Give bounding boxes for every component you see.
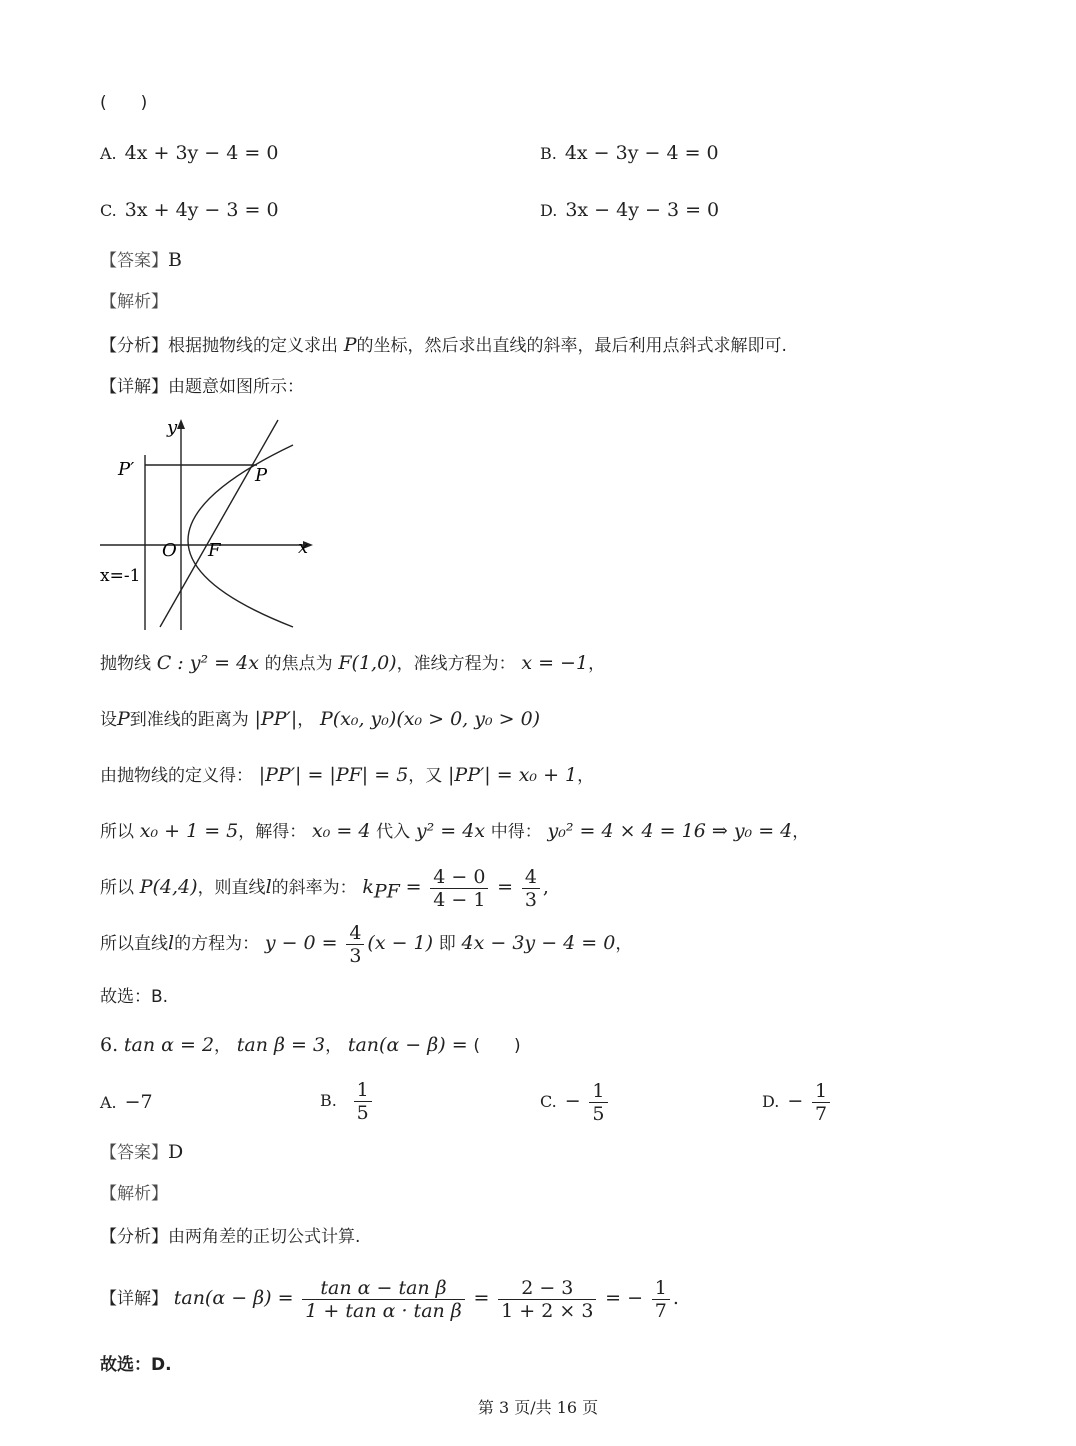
q5-choose: 故选：B. <box>100 987 169 1007</box>
tan-diff-value-fraction: $\frac{2 - 3}{1 + 2 \times 3}$ <box>498 1277 596 1322</box>
q6-option-c: C. − $\frac{1}{5}$ <box>540 1076 611 1127</box>
q5-step3: 由抛物线的定义得： |PP′| = |PF| = 5，又 |PP′| = x₀ + 1， <box>100 764 595 786</box>
q6-answer: 【答案】D <box>100 1141 184 1163</box>
q6-option-d-fraction: $\frac{1}{7}$ <box>812 1080 830 1125</box>
q5-answer: 【答案】B <box>100 249 182 271</box>
q6-xiangjie: 【详解】 tan(α − β) = $\frac{\text{tan α − tan β}}{\text{1 + tan α · tan β}}$ = $\frac{2 - 3}{1 + 2 \times 3}$ = − $\frac{1}{7}$ . <box>100 1276 679 1322</box>
f-label: F <box>208 540 221 561</box>
q6-fenxi: 【分析】由两角差的正切公式计算. <box>100 1227 361 1247</box>
parabola-curve <box>188 445 293 627</box>
p-prime-label: P′ <box>118 459 135 480</box>
q5-xiangjie: 【详解】由题意如图所示： <box>100 377 304 397</box>
q5-paren: ( ) <box>100 93 148 113</box>
line-eq-fraction: $\frac{4}{3}$ <box>346 922 364 967</box>
x-label: x <box>298 537 309 558</box>
slope-fraction-2: $\frac{4}{3}$ <box>522 866 540 911</box>
q5-step5: 所以 P(4,4)，则直线l的斜率为： $k_{PF}$ = $\frac{4 - 0}{4 - 1}$ = $\frac{4}{3}$ , <box>100 865 549 911</box>
tan-diff-result-fraction: $\frac{1}{7}$ <box>652 1277 670 1322</box>
q5-option-b: B. 4x − 3y − 4 = 0 <box>540 142 719 164</box>
page-footer: 第 3 页/共 16 页 <box>477 1398 599 1417</box>
q6-option-b-fraction: $\frac{1}{5}$ <box>354 1079 372 1124</box>
q5-step6: 所以直线l的方程为： y − 0 = $\frac{4}{3}$ (x − 1) 即 4x − 3y − 4 = 0， <box>100 921 633 967</box>
q6-stem: 6. tan α = 2， tan β = 3， tan(α − β) = ( ) <box>100 1034 521 1056</box>
q5-jiexi: 【解析】 <box>100 292 168 312</box>
q6-jiexi: 【解析】 <box>100 1184 168 1204</box>
q6-option-d: D. − $\frac{1}{7}$ <box>762 1076 833 1127</box>
q6-option-b: B. $\frac{1}{5}$ <box>320 1076 375 1126</box>
y-axis-arrow <box>177 419 185 429</box>
line-l <box>160 420 278 627</box>
o-label: O <box>162 540 177 561</box>
y-label: y <box>167 417 178 438</box>
q5-fenxi: 【分析】根据抛物线的定义求出 P的坐标，然后求出直线的斜率，最后利用点斜式求解即可. <box>100 334 787 356</box>
parabola-figure <box>95 415 320 635</box>
tan-diff-formula-fraction: $\frac{\text{tan α − tan β}}{\text{1 + tan α · tan β}}$ <box>302 1277 465 1322</box>
q5-step2: 设P到准线的距离为 |PP′|， P(x₀, y₀)(x₀ > 0, y₀ > 0) <box>100 708 541 730</box>
q6-choose: 故选：D. <box>100 1355 172 1375</box>
q5-step1: 抛物线 C : y² = 4x 的焦点为 F(1,0)，准线方程为： x = −1， <box>100 652 606 674</box>
p-label: P <box>255 465 268 486</box>
q6-option-a: A. −7 <box>100 1091 153 1113</box>
q5-step4: 所以 x₀ + 1 = 5，解得： x₀ = 4 代入 y² = 4x 中得： y₀² = 4 × 4 = 16 ⇒ y₀ = 4， <box>100 820 810 842</box>
q5-option-d: D. 3x − 4y − 3 = 0 <box>540 199 720 221</box>
q5-option-c: C. 3x + 4y − 3 = 0 <box>100 199 279 221</box>
q6-option-c-fraction: $\frac{1}{5}$ <box>589 1080 607 1125</box>
directrix-label: x=-1 <box>100 566 141 586</box>
q5-option-a: A. 4x + 3y − 4 = 0 <box>100 142 279 164</box>
slope-fraction-1: $\frac{4 - 0}{4 - 1}$ <box>430 866 488 911</box>
